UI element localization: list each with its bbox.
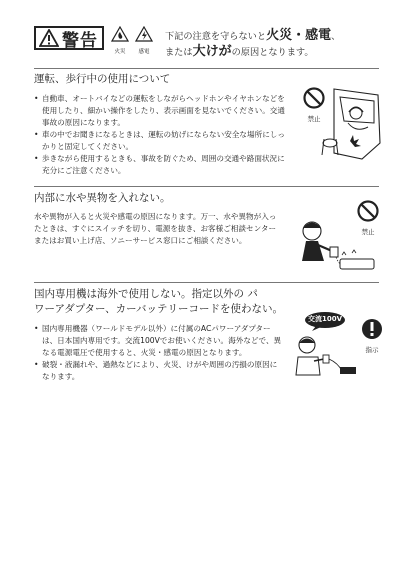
driver-with-headphones-illustration (304, 83, 384, 163)
voltage-speech-bubble (304, 311, 346, 331)
list-item: • 歩きながら使用するときも、事故を防ぐため、周囲の交通や路面状況に充分にご注意ください。 (34, 153, 287, 177)
instruction-sign (361, 318, 383, 354)
fire-icon (111, 26, 129, 42)
prohibition-label: 禁止 (361, 228, 375, 236)
section-divider (34, 186, 379, 187)
bullet-list (34, 323, 284, 383)
warning-label-box (34, 26, 104, 50)
header-text-2c: の原因となります。 (231, 47, 314, 58)
section-title-line1: 国内専用機は海外で使用しない。指定以外の パ (34, 288, 258, 300)
section-title: 内部に水や異物を入れない。 (34, 192, 171, 204)
electric-shock-icon (135, 26, 153, 42)
instruction-label: 指示 (365, 346, 379, 354)
section-title-line2: ワーアダプター、カーバッテリーコードを使わない。 (34, 303, 284, 315)
child-pouring-water-illustration (290, 215, 380, 275)
warning-label: 警告 (62, 30, 98, 51)
section-divider (34, 282, 379, 283)
person-with-adapter-illustration (292, 333, 362, 378)
section-title: 運転、歩行中の使用について (34, 73, 171, 85)
header-text-2b: 大けが (192, 44, 232, 59)
fire-hazard-label: 火災 (114, 49, 126, 55)
list-item: • 車の中でお聞きになるときは、運転の妨げにならない安全な場所にしっかりと固定してください。 (34, 129, 287, 153)
header-text-1c: 、 (331, 31, 341, 42)
header-text-1a: 下記の注意を守らないと (165, 31, 267, 42)
list-item: • 破裂・液漏れや、過熱などにより、火災、けがや周囲の汚損の原因になります。 (34, 359, 284, 383)
warning-triangle-icon (39, 29, 59, 47)
list-item: • 自動車、オートバイなどの運転をしながらヘッドホンやイヤホンなどを使用したり、細かい操作をしたり、表示画面を見ないでください。交通事故の原因になります。 (34, 93, 287, 129)
header-caution-text (165, 28, 340, 60)
header-text-1b: 火災・感電 (266, 28, 332, 43)
bullet-list (34, 93, 287, 177)
exclamation-icon (361, 318, 383, 340)
section-paragraph: 水や異物が入ると火災や感電の原因になります。万一、水や異物が入ったときは、すぐにスイッチを切り、電源を抜き、お客様ご相談センターまたはお買い上げ店、ソニーサービス窓口にご相談ください。 (34, 212, 277, 245)
shock-hazard-label: 感電 (138, 49, 150, 55)
header-text-2a: または (165, 47, 193, 58)
voltage-label: 交流100V (307, 315, 343, 323)
shock-hazard-symbol (134, 26, 154, 55)
fire-hazard-symbol (110, 26, 130, 55)
prohibition-label: 禁止 (307, 115, 321, 123)
section-divider (34, 68, 379, 69)
warning-header (34, 26, 379, 58)
list-item: • 国内専用機器（ワールドモデル以外）に付属のACパワーアダプターは、日本国内専用です。交流100Vでお使いください。海外などで、異なる電源電圧で使用すると、火災・感電の原因となります。 (34, 323, 284, 359)
